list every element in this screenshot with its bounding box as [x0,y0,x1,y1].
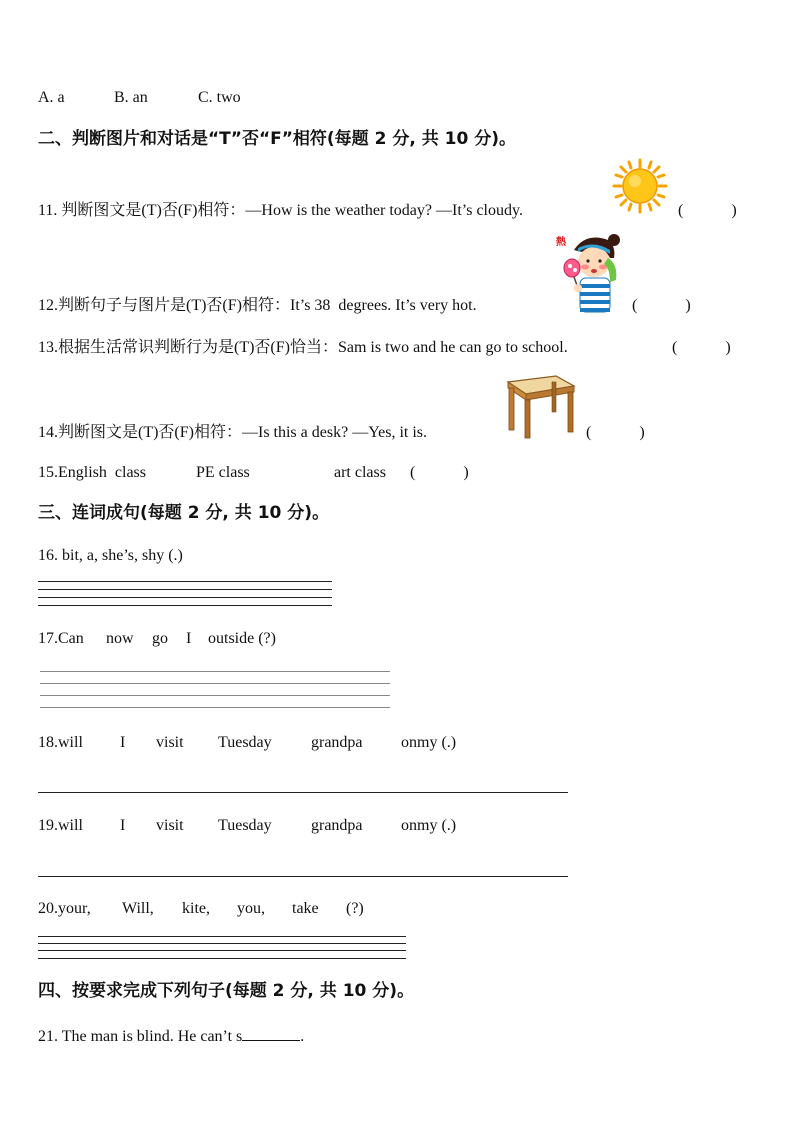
q18-word-4: Tuesday [218,734,272,751]
writing-line[interactable] [38,950,406,951]
writing-line[interactable] [40,707,390,708]
q17-word-4: I [186,630,192,647]
writing-line[interactable] [38,605,332,606]
q18-word-1: 18.will [38,734,83,751]
writing-line[interactable] [40,695,390,696]
writing-line[interactable] [40,671,390,672]
q15-word-2: PE class [196,464,250,481]
section-3-title: 三、连词成句(每题 2 分, 共 10 分)。 [38,503,330,523]
writing-line[interactable] [40,683,390,684]
q18-word-3: visit [156,734,184,751]
q17-word-3: go [152,630,168,647]
writing-line[interactable] [38,581,332,582]
q15-word-3: art class [334,464,386,481]
q17-word-1: 17.Can [38,630,84,647]
writing-line[interactable] [38,943,406,944]
q18-word-6: onmy (.) [401,734,457,751]
q19-word-4: Tuesday [218,817,272,834]
q19-word-1: 19.will [38,817,83,834]
section-2-title: 二、判断图片和对话是“T”否“F”相符(每题 2 分, 共 10 分)。 [38,129,516,149]
hot-label: 熱 [556,237,566,248]
q20-word-4: you, [237,900,265,917]
answer-paren-11[interactable]: ( ) [678,202,737,219]
answer-paren-14[interactable]: ( ) [586,424,645,441]
table-illustration [498,372,578,440]
q19-word-5: grandpa [311,817,363,834]
question-21 [38,1024,304,1047]
q18-word-2: I [120,734,126,751]
section-4-title: 四、按要求完成下列句子(每题 2 分, 共 10 分)。 [38,981,415,1001]
writing-line[interactable] [38,589,332,590]
answer-paren-15[interactable]: ( ) [410,464,469,481]
q20-word-6: (?) [346,900,364,917]
question-16: 16. bit, a, she’s, shy (.) [38,547,183,564]
question-13: 13.根据生活常识判断行为是(T)否(F)恰当：Sam is two and he can go to school. [38,339,568,356]
q20-word-3: kite, [182,900,210,917]
writing-line[interactable] [38,876,568,877]
q20-word-5: take [292,900,319,917]
question-12: 12.判断句子与图片是(T)否(F)相符：It’s 38 degrees. It’s very hot. [38,297,477,314]
writing-line[interactable] [38,958,406,959]
option-c: C. two [198,89,241,106]
sun-icon [612,158,668,214]
option-a: A. a [38,89,65,106]
answer-paren-12[interactable]: ( ) [632,297,691,314]
answer-paren-13[interactable]: ( ) [672,339,731,356]
writing-line[interactable] [38,597,332,598]
q19-word-6: onmy (.) [401,817,457,834]
writing-line[interactable] [38,936,406,937]
writing-line[interactable] [38,792,568,793]
q19-word-3: visit [156,817,184,834]
question-14: 14.判断图文是(T)否(F)相符：—Is this a desk? —Yes, it is. [38,424,428,441]
option-b: B. an [114,89,148,106]
question-11: 11. 判断图文是(T)否(F)相符：—How is the weather today? —It’s cloudy. [38,202,523,219]
q18-word-5: grandpa [311,734,363,751]
q15-word-1: 15.English class [38,464,146,481]
q19-word-2: I [120,817,126,834]
q17-word-2: now [106,630,134,647]
q20-word-2: Will, [122,900,154,917]
answer-blank-21[interactable] [242,1024,300,1041]
hot-girl-illustration [552,228,624,314]
question-21-end: . [300,1028,305,1045]
question-21-text: 21. The man is blind. He can’t s [38,1028,243,1045]
q17-word-5: outside (?) [208,630,276,647]
q20-word-1: 20.your, [38,900,91,917]
